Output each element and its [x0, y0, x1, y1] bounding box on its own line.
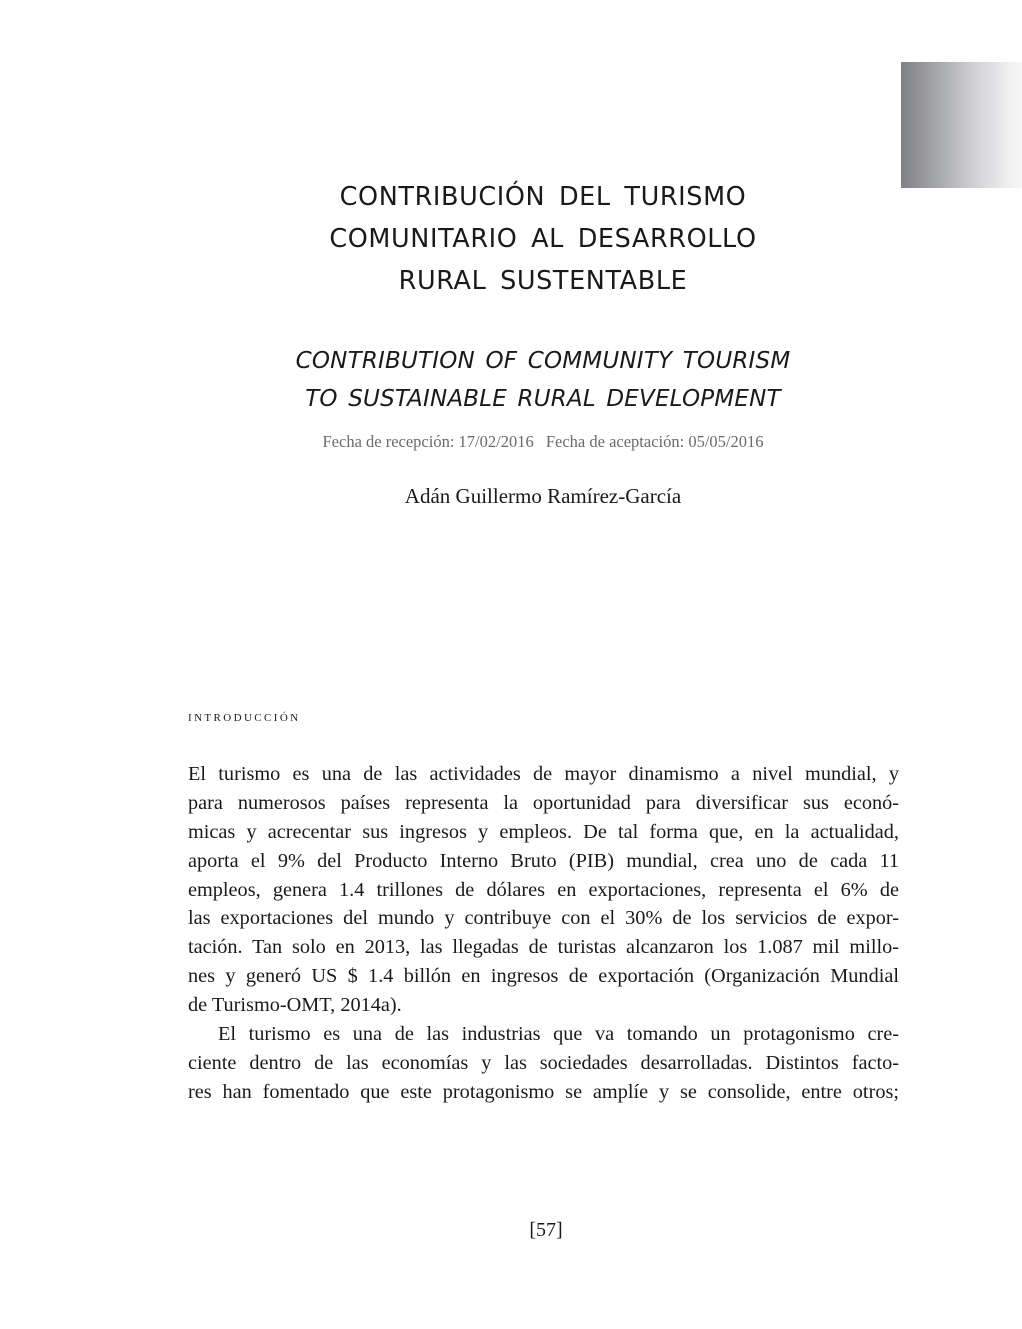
article-dates [200, 432, 886, 452]
body-line: de Turismo-OMT, 2014a). [188, 994, 402, 1017]
body-line: las exportaciones del mundo y contribuye con el 30% de los servicios de expor- [188, 907, 899, 930]
body-line: micas y acrecentar sus ingresos y empleos. De tal forma que, en la actualidad, [188, 820, 899, 843]
body-line: El turismo es una de las actividades de mayor dinamismo a nivel mundial, y [188, 763, 899, 785]
body-line: tación. Tan solo en 2013, las llegadas de turistas alcanzaron los 1.087 mil millo- [188, 936, 899, 959]
article-title [200, 176, 886, 302]
title-line: COMUNITARIO AL DESARROLLO [329, 224, 757, 254]
page-number: [57] [529, 1219, 563, 1241]
subtitle-line: TO SUSTAINABLE RURAL DEVELOPMENT [305, 386, 781, 412]
body-line: ciente dentro de las economías y las sociedades desarrolladas. Distintos facto- [188, 1051, 899, 1074]
title-line: CONTRIBUCIÓN DEL TURISMO [339, 182, 747, 212]
chapter-tab-decoration [901, 62, 1022, 188]
body-line: para numerosos países representa la oportunidad para diversificar sus econó- [188, 791, 899, 814]
body-line: nes y generó US $ 1.4 billón en ingresos de exportación (Organización Mundial [188, 965, 899, 988]
body-text [188, 760, 899, 1107]
acceptance-date: Fecha de aceptación: 05/05/2016 [545, 432, 764, 451]
body-line: empleos, genera 1.4 trillones de dólares en exportaciones, representa el 6% de [188, 878, 899, 901]
reception-date: Fecha de recepción: 17/02/2016 [322, 432, 534, 451]
section-heading-introduccion: introducción [188, 708, 301, 725]
subtitle-line: CONTRIBUTION OF COMMUNITY TOURISM [295, 348, 791, 374]
title-line: RURAL SUSTENTABLE [398, 266, 688, 296]
author-name: Adán Guillermo Ramírez-García [404, 484, 682, 508]
body-line: res han fomentado que este protagonismo se amplíe y se consolide, entre otros; [188, 1080, 899, 1103]
body-line: aporta el 9% del Producto Interno Bruto (PIB) mundial, crea uno de cada 11 [188, 849, 899, 872]
article-subtitle-english [200, 342, 886, 418]
body-line: El turismo es una de las industrias que va tomando un protagonismo cre- [218, 1023, 899, 1046]
